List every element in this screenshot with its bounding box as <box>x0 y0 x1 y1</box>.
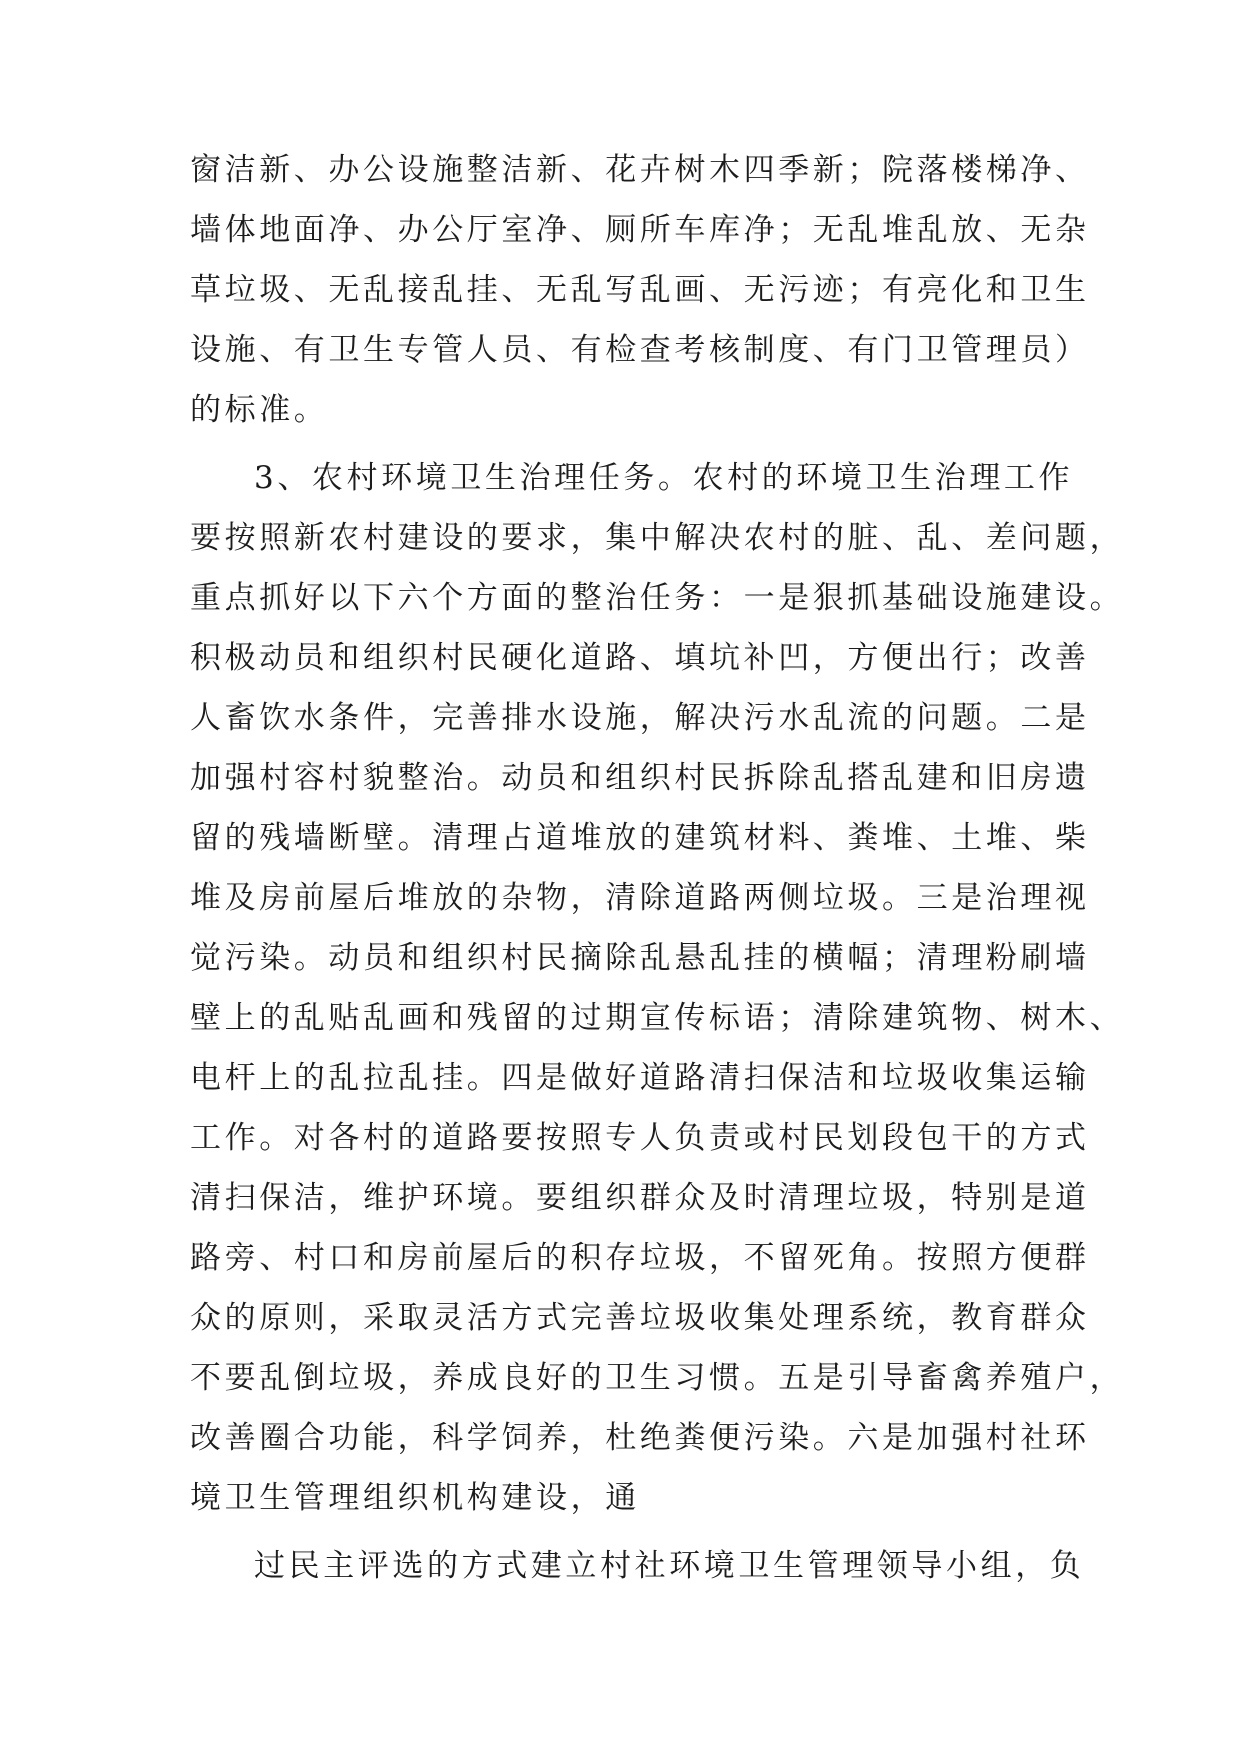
document-body <box>190 140 1125 1596</box>
text-line: 要按照新农村建设的要求，集中解决农村的脏、乱、差问题， <box>190 520 1125 556</box>
text-line: 过民主评选的方式建立村社环境卫生管理领导小组，负 <box>254 1548 1085 1584</box>
text-line: 觉污染。动员和组织村民摘除乱悬乱挂的横幅；清理粉刷墙 <box>190 940 1090 976</box>
text-line: 改善圈合功能，科学饲养，杜绝粪便污染。六是加强村社环 <box>190 1420 1090 1456</box>
text-line: 路旁、村口和房前屋后的积存垃圾，不留死角。按照方便群 <box>190 1240 1090 1276</box>
text-line: 工作。对各村的道路要按照专人负责或村民划段包干的方式 <box>190 1120 1090 1156</box>
paragraph-leadership-group <box>190 1536 1085 1596</box>
paragraph-standards <box>190 140 1090 440</box>
text-line: 3、农村环境卫生治理任务。农村的环境卫生治理工作 <box>254 460 1074 496</box>
text-line: 电杆上的乱拉乱挂。四是做好道路清扫保洁和垃圾收集运输 <box>190 1060 1090 1096</box>
text-line: 堆及房前屋后堆放的杂物，清除道路两侧垃圾。三是治理视 <box>190 880 1090 916</box>
text-line: 草垃圾、无乱接乱挂、无乱写乱画、无污迹；有亮化和卫生 <box>190 272 1090 308</box>
text-line: 壁上的乱贴乱画和残留的过期宣传标语；清除建筑物、树木、 <box>190 1000 1125 1036</box>
text-line: 不要乱倒垃圾，养成良好的卫生习惯。五是引导畜禽养殖户， <box>190 1360 1125 1396</box>
text-line: 清扫保洁，维护环境。要组织群众及时清理垃圾，特别是道 <box>190 1180 1090 1216</box>
text-line: 墙体地面净、办公厅室净、厕所车库净；无乱堆乱放、无杂 <box>190 212 1090 248</box>
text-line: 留的残墙断壁。清理占道堆放的建筑材料、粪堆、土堆、柴 <box>190 820 1090 856</box>
text-line: 重点抓好以下六个方面的整治任务：一是狠抓基础设施建设。 <box>190 580 1125 616</box>
text-line: 设施、有卫生专管人员、有检查考核制度、有门卫管理员） <box>190 332 1090 368</box>
text-line: 的标准。 <box>190 392 329 428</box>
text-line: 众的原则，采取灵活方式完善垃圾收集处理系统，教育群众 <box>190 1300 1090 1336</box>
text-line: 境卫生管理组织机构建设，通 <box>190 1480 640 1516</box>
text-line: 积极动员和组织村民硬化道路、填坑补凹，方便出行；改善 <box>190 640 1090 676</box>
paragraph-gap <box>190 1528 1070 1536</box>
paragraph-gap <box>190 440 1070 448</box>
paragraph-rural-sanitation-tasks <box>190 448 1125 1528</box>
text-line: 窗洁新、办公设施整洁新、花卉树木四季新；院落楼梯净、 <box>190 152 1090 188</box>
text-line: 加强村容村貌整治。动员和组织村民拆除乱搭乱建和旧房遗 <box>190 760 1090 796</box>
text-line: 人畜饮水条件，完善排水设施，解决污水乱流的问题。二是 <box>190 700 1090 736</box>
